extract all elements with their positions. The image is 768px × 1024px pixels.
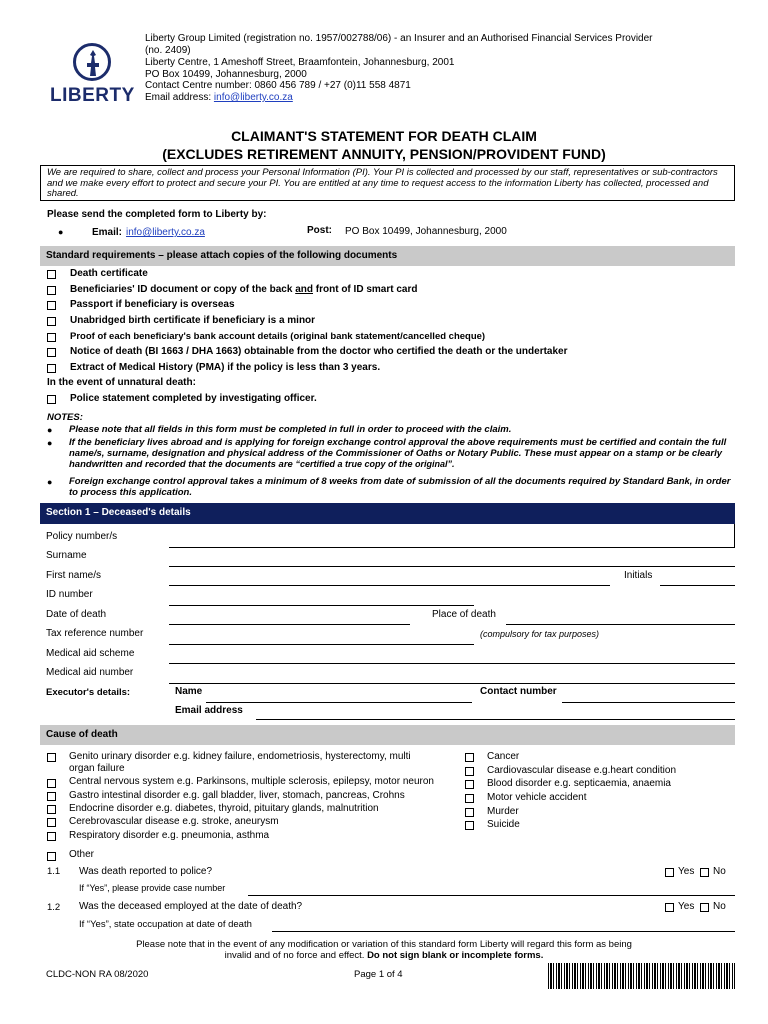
label-first-names: First name/s (46, 570, 102, 581)
send-post-label: Post: (307, 225, 332, 236)
checkbox-q1-yes[interactable] (665, 868, 674, 877)
label-occupation: If “Yes”, state occupation at date of death (79, 919, 252, 930)
checkbox-central-nervous[interactable] (47, 779, 56, 788)
send-email-link[interactable]: info@liberty.co.za (126, 227, 205, 238)
checkbox-cardiovascular[interactable] (465, 767, 474, 776)
cause-murder: Murder (487, 806, 519, 817)
q1-yes-label: Yes (678, 866, 695, 877)
req-beneficiary-id: Beneficiaries' ID document or copy of the back and front of ID smart card (70, 284, 418, 295)
bullet-icon: ● (47, 477, 53, 487)
checkbox-notice-of-death[interactable] (47, 348, 56, 357)
label-date-of-death: Date of death (46, 609, 107, 620)
label-case-number: If “Yes”, please provide case number (79, 883, 226, 893)
field-surname[interactable] (169, 566, 735, 567)
cause-gastro-intestinal: Gastro intestinal disorder e.g. gall bladder, liver, stomach, pancreas, Crohns (69, 790, 405, 801)
checkbox-death-certificate[interactable] (47, 270, 56, 279)
cause-other: Other (69, 849, 95, 860)
label-executor-email: Email address (175, 705, 243, 716)
checkbox-murder[interactable] (465, 808, 474, 817)
checkbox-cancer[interactable] (465, 753, 474, 762)
cause-central-nervous: Central nervous system e.g. Parkinsons, multiple sclerosis, epilepsy, motor neuron (69, 776, 434, 787)
cause-cardiovascular: Cardiovascular disease e.g.heart condition (487, 765, 676, 776)
checkbox-bank-details[interactable] (47, 333, 56, 342)
label-medical-aid-number: Medical aid number (46, 667, 134, 678)
cause-cerebrovascular: Cerebrovascular disease e.g. stroke, aneurysm (69, 816, 279, 827)
cause-blood-disorder: Blood disorder e.g. septicaemia, anaemia (487, 778, 671, 789)
question-1-1-number: 1.1 (47, 866, 61, 877)
req-medical-history: Extract of Medical History (PMA) if the policy is less than 3 years. (70, 362, 381, 373)
checkbox-cerebrovascular[interactable] (47, 818, 56, 827)
field-first-names[interactable] (169, 585, 610, 586)
checkbox-birth-certificate[interactable] (47, 317, 56, 326)
checkbox-q2-yes[interactable] (665, 903, 674, 912)
note-exchange-control: Foreign exchange control approval takes a minimum of 8 weeks from date of submission of all the documents required by Standard Bank, in order to process this application. (69, 476, 731, 498)
send-post-address: PO Box 10499, Johannesburg, 2000 (345, 226, 507, 237)
field-initials[interactable] (660, 585, 735, 586)
question-police-report: Was death reported to police? (79, 866, 213, 877)
company-registration: Liberty Group Limited (registration no. 1957/002788/06) - an Insurer and an Authorised Financial Services Provider (145, 33, 653, 44)
unnatural-death-heading: In the event of unnatural death: (47, 377, 196, 388)
note-complete-all-fields: Please note that all fields in this form must be completed in full in order to proceed with the claim. (69, 424, 512, 435)
notes-heading: NOTES: (47, 412, 83, 423)
field-medical-aid-number[interactable] (169, 683, 735, 684)
field-executor-email[interactable] (256, 719, 735, 720)
cause-endocrine: Endocrine disorder e.g. diabetes, thyroid, pituitary glands, malnutrition (69, 803, 379, 814)
checkbox-motor-vehicle[interactable] (465, 794, 474, 803)
email-line (145, 92, 293, 104)
cause-genito-urinary-wrap: organ failure (69, 763, 125, 774)
field-id-number[interactable] (169, 605, 474, 606)
field-executor-name[interactable] (206, 702, 472, 703)
section1-header: Section 1 – Deceased's details (40, 503, 735, 524)
field-policy-number[interactable] (169, 547, 735, 548)
label-executor-contact: Contact number (480, 686, 557, 697)
label-initials: Initials (624, 570, 653, 581)
req-bank-details: Proof of each beneficiary's bank account details (original bank statement/cancelled cheque) (70, 331, 486, 342)
req-passport: Passport if beneficiary is overseas (70, 299, 235, 310)
cause-motor-vehicle: Motor vehicle accident (487, 792, 587, 803)
checkbox-q2-no[interactable] (700, 903, 709, 912)
field-tax-reference[interactable] (169, 644, 474, 645)
field-date-of-death[interactable] (169, 624, 410, 625)
checkbox-passport[interactable] (47, 301, 56, 310)
contact-centre: Contact Centre number: 0860 456 789 / +27 (0)11 558 4871 (145, 80, 411, 91)
liberty-logo-emblem (73, 43, 111, 81)
standard-requirements-header: Standard requirements – please attach copies of the following documents (40, 246, 735, 266)
label-executor-details: Executor's details: (46, 687, 131, 698)
label-surname: Surname (46, 550, 87, 561)
tax-compulsory-note: (compulsory for tax purposes) (480, 629, 600, 639)
form-title: CLAIMANT'S STATEMENT FOR DEATH CLAIM (231, 128, 537, 144)
checkbox-q1-no[interactable] (700, 868, 709, 877)
page-number: Page 1 of 4 (354, 969, 403, 980)
question-employed: Was the deceased employed at the date of death? (79, 901, 303, 912)
send-heading: Please send the completed form to Liberty by: (47, 209, 267, 220)
field-occupation[interactable] (272, 931, 735, 932)
field-executor-contact[interactable] (562, 702, 735, 703)
checkbox-genito-urinary[interactable] (47, 753, 56, 762)
label-policy-number: Policy number/s (46, 531, 118, 542)
label-place-of-death: Place of death (432, 609, 496, 620)
req-birth-certificate: Unabridged birth certificate if beneficiary is a minor (70, 315, 316, 326)
cause-cancer: Cancer (487, 751, 520, 762)
cause-suicide: Suicide (487, 819, 520, 830)
send-email-label: Email: (92, 227, 123, 238)
bullet-icon: ● (47, 438, 53, 448)
barcode (548, 963, 735, 989)
label-executor-name: Name (175, 686, 203, 697)
company-address: Liberty Centre, 1 Ameshoff Street, Braamfontein, Johannesburg, 2001 (145, 57, 455, 68)
cause-of-death-header: Cause of death (40, 725, 735, 745)
q2-yes-label: Yes (678, 901, 695, 912)
checkbox-blood-disorder[interactable] (465, 780, 474, 789)
label-id-number: ID number (46, 589, 93, 600)
footer-disclaimer-line2: invalid and of no force and effect. Do not sign blank or incomplete forms. (224, 950, 544, 961)
cause-genito-urinary: Genito urinary disorder e.g. kidney failure, endometriosis, hysterectomy, multi (69, 751, 411, 762)
email-label: Email address: (145, 92, 214, 103)
note-foreign-beneficiary: If the beneficiary lives abroad and is applying for foreign exchange control approval the above requirements must be certified and contain the full name/s, surname, designation and physical address of the Commissioner of Oaths or Notary Public. These must appear on a stamp or be clearly handwritten and recorded that the documents are “certified a true copy of the original”. (69, 437, 727, 470)
req-notice-of-death: Notice of death (BI 1663 / DHA 1663) obtainable from the doctor who certified the death or the undertaker (70, 346, 568, 357)
label-tax-reference: Tax reference number (46, 628, 144, 639)
bullet-icon: ● (47, 425, 53, 435)
footer-disclaimer-line1: Please note that in the event of any modification or variation of this standard form Liberty will regard this form as being (136, 939, 632, 950)
field-place-of-death[interactable] (506, 624, 735, 625)
checkbox-endocrine[interactable] (47, 805, 56, 814)
checkbox-suicide[interactable] (465, 821, 474, 830)
bullet-icon: ● (58, 227, 64, 237)
req-death-certificate: Death certificate (70, 268, 148, 279)
checkbox-beneficiary-id[interactable] (47, 286, 56, 295)
req-police-statement: Police statement completed by investigating officer. (70, 393, 317, 404)
field-case-number[interactable] (248, 895, 735, 896)
company-po-box: PO Box 10499, Johannesburg, 2000 (145, 69, 307, 80)
checkbox-medical-history[interactable] (47, 364, 56, 373)
pi-notice: We are required to share, collect and process your Personal Information (PI). Your PI is collected and processed by our staff, representatives or sub-contractors and we make every effort to protect and secure your PI. You are entitled at any time to request access to the information Liberty has collected, processed and shared. (40, 165, 735, 201)
q2-no-label: No (713, 901, 726, 912)
checkbox-other[interactable] (47, 852, 56, 861)
liberty-logo-text: LIBERTY (50, 85, 135, 106)
q1-no-label: No (713, 866, 726, 877)
form-subtitle: (EXCLUDES RETIREMENT ANNUITY, PENSION/PROVIDENT FUND) (162, 146, 606, 162)
checkbox-gastro-intestinal[interactable] (47, 792, 56, 801)
question-1-2-number: 1.2 (47, 902, 61, 913)
fsp-number: (no. 2409) (145, 45, 191, 56)
label-medical-aid-scheme: Medical aid scheme (46, 648, 135, 659)
field-medical-aid-scheme[interactable] (169, 663, 735, 664)
checkbox-respiratory[interactable] (47, 832, 56, 841)
form-code: CLDC-NON RA 08/2020 (46, 969, 149, 980)
checkbox-police-statement[interactable] (47, 395, 56, 404)
cause-respiratory: Respiratory disorder e.g. pneumonia, asthma (69, 830, 270, 841)
header-email-link[interactable]: info@liberty.co.za (213, 92, 293, 103)
statue-icon (80, 49, 106, 77)
divider (734, 524, 735, 548)
